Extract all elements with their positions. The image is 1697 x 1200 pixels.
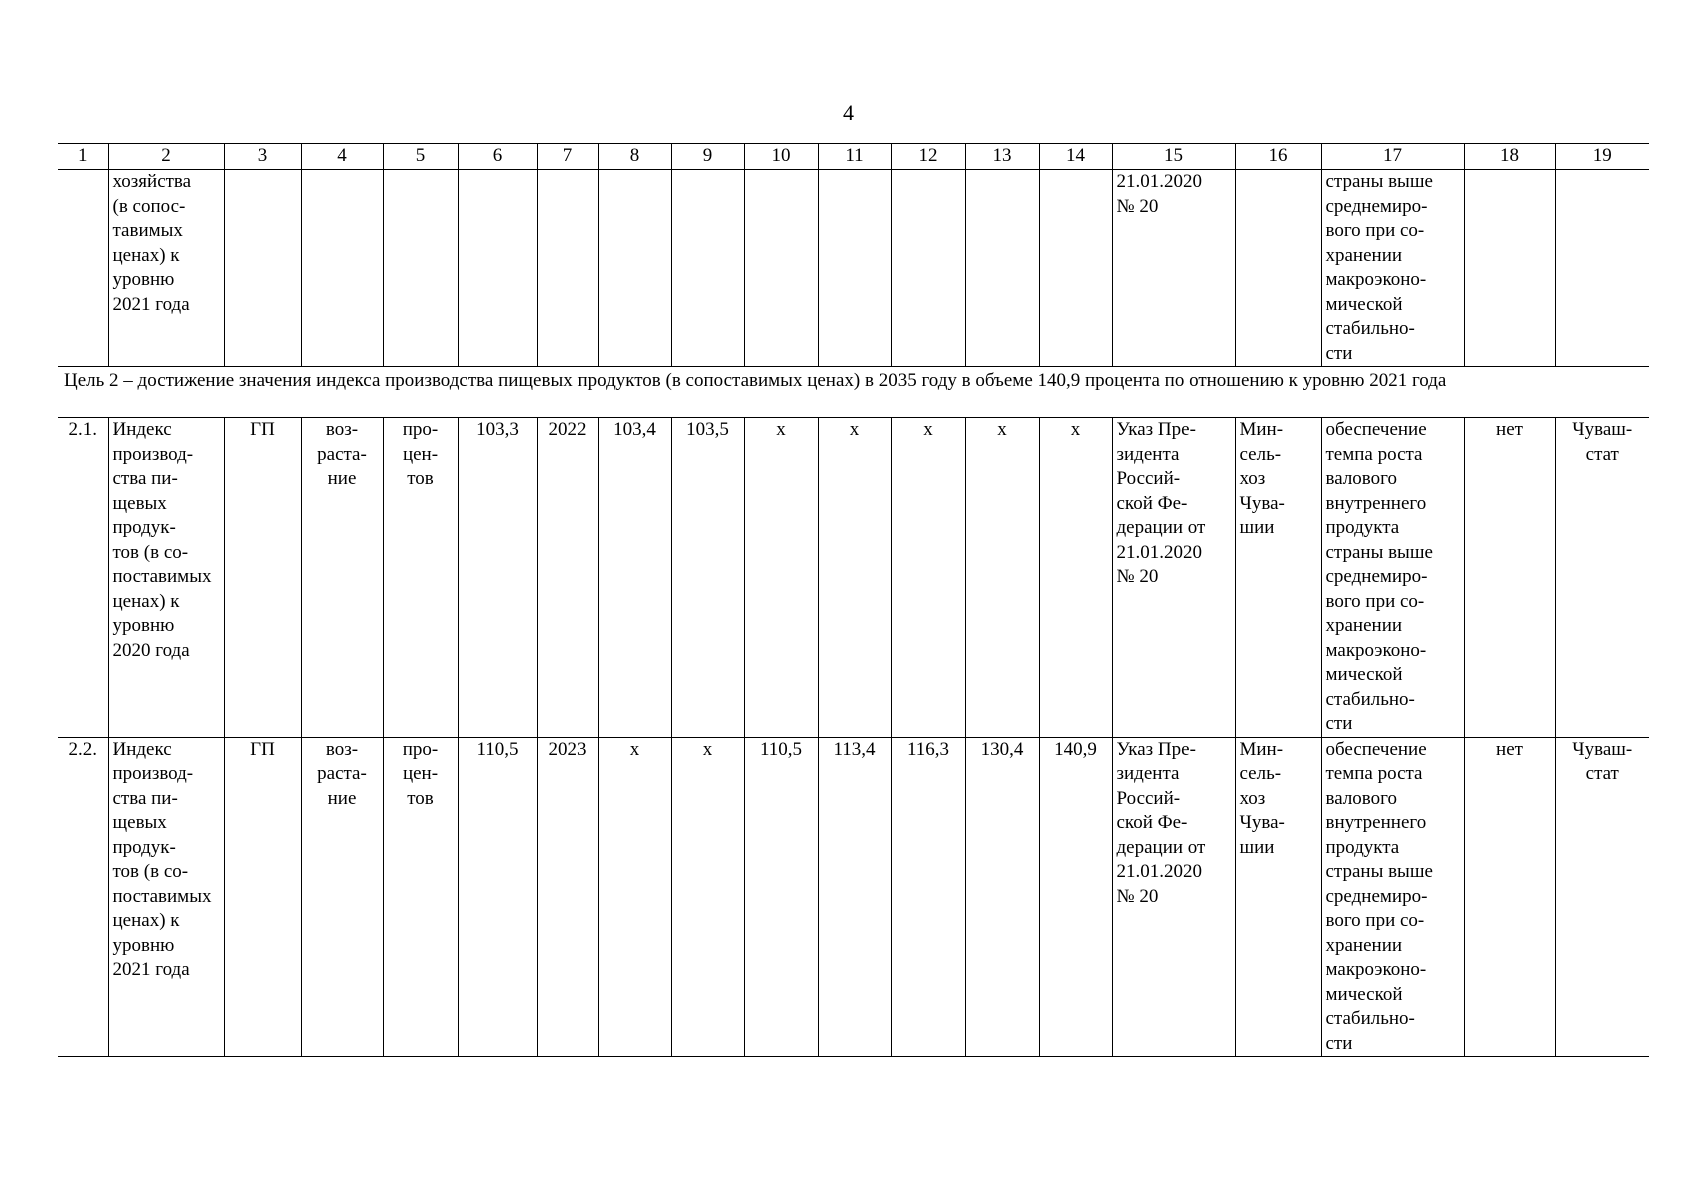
column-number: 3 — [224, 144, 301, 170]
base-year-cell: 2023 — [537, 737, 598, 1057]
table-cell — [58, 170, 108, 367]
indicators-table — [58, 143, 1649, 1057]
column-number: 11 — [818, 144, 891, 170]
value-cell: 103,4 — [598, 418, 671, 738]
table-row — [58, 418, 1649, 738]
value-cell: х — [1039, 418, 1112, 738]
table-cell — [458, 170, 537, 367]
base-year-cell: 2022 — [537, 418, 598, 738]
value-cell: х — [891, 418, 965, 738]
column-number: 9 — [671, 144, 744, 170]
goal-link-cell: обеспечение темпа роста валового внутреннего продукта страны выше среднемиро- вого при со- хранении макроэконо- мической стабильно- сти — [1321, 737, 1464, 1057]
value-cell: х — [818, 418, 891, 738]
legal-basis-cell: 21.01.2020 № 20 — [1112, 170, 1235, 367]
continuation-row — [58, 170, 1649, 367]
base-value-cell: 103,3 — [458, 418, 537, 738]
table-cell — [301, 170, 383, 367]
source-cell: Чуваш- стат — [1555, 737, 1649, 1057]
table-cell — [965, 170, 1039, 367]
flag-cell: нет — [1464, 418, 1555, 738]
unit-cell: про- цен- тов — [383, 737, 458, 1057]
column-number-row — [58, 144, 1649, 170]
value-cell: 116,3 — [891, 737, 965, 1057]
table-cell — [744, 170, 818, 367]
column-number: 4 — [301, 144, 383, 170]
column-number: 6 — [458, 144, 537, 170]
table-row — [58, 737, 1649, 1057]
column-number: 13 — [965, 144, 1039, 170]
table-cell — [1235, 170, 1321, 367]
value-cell: х — [598, 737, 671, 1057]
table-cell — [1464, 170, 1555, 367]
value-cell: х — [671, 737, 744, 1057]
indicator-name-cell: Индекс производ- ства пи- щевых продук- тов (в со- поставимых ценах) к уровню 2021 года — [108, 737, 224, 1057]
column-number: 1 — [58, 144, 108, 170]
value-cell: 110,5 — [744, 737, 818, 1057]
page-number: 4 — [843, 100, 854, 125]
goal-2-heading: Цель 2 – достижение значения индекса производства пищевых продуктов (в сопоставимых ценах) в 2035 году в объеме 140,9 процента по отношению к уровню 2021 года — [58, 367, 1649, 418]
level-cell: ГП — [224, 418, 301, 738]
column-number: 7 — [537, 144, 598, 170]
column-number: 2 — [108, 144, 224, 170]
column-number: 12 — [891, 144, 965, 170]
table-cell — [818, 170, 891, 367]
flag-cell: нет — [1464, 737, 1555, 1057]
responsible-cell: Мин- сель- хоз Чува- шии — [1235, 418, 1321, 738]
goal-row — [58, 367, 1649, 418]
column-number: 10 — [744, 144, 818, 170]
responsible-cell: Мин- сель- хоз Чува- шии — [1235, 737, 1321, 1057]
column-number: 17 — [1321, 144, 1464, 170]
trend-cell: воз- раста- ние — [301, 737, 383, 1057]
table-cell — [224, 170, 301, 367]
indicator-name-cell: хозяйства (в сопос- тавимых ценах) к уровню 2021 года — [108, 170, 224, 367]
column-number: 18 — [1464, 144, 1555, 170]
column-number: 8 — [598, 144, 671, 170]
goal-link-cell: обеспечение темпа роста валового внутреннего продукта страны выше среднемиро- вого при со- хранении макроэконо- мической стабильно- сти — [1321, 418, 1464, 738]
table-cell — [671, 170, 744, 367]
table-cell — [1555, 170, 1649, 367]
source-cell: Чуваш- стат — [1555, 418, 1649, 738]
indicator-name-cell: Индекс производ- ства пи- щевых продук- тов (в со- поставимых ценах) к уровню 2020 года — [108, 418, 224, 738]
legal-basis-cell: Указ Пре- зидента Россий- ской Фе- дерации от 21.01.2020 № 20 — [1112, 737, 1235, 1057]
table-cell — [598, 170, 671, 367]
row-number: 2.2. — [58, 737, 108, 1057]
value-cell: х — [965, 418, 1039, 738]
legal-basis-cell: Указ Пре- зидента Россий- ской Фе- дерации от 21.01.2020 № 20 — [1112, 418, 1235, 738]
column-number: 16 — [1235, 144, 1321, 170]
value-cell: 130,4 — [965, 737, 1039, 1057]
row-number: 2.1. — [58, 418, 108, 738]
goal-link-cell: страны выше среднемиро- вого при со- хранении макроэконо- мической стабильно- сти — [1321, 170, 1464, 367]
table-cell — [891, 170, 965, 367]
value-cell: х — [744, 418, 818, 738]
table-cell — [537, 170, 598, 367]
column-number: 5 — [383, 144, 458, 170]
unit-cell: про- цен- тов — [383, 418, 458, 738]
value-cell: 103,5 — [671, 418, 744, 738]
trend-cell: воз- раста- ние — [301, 418, 383, 738]
table-cell — [383, 170, 458, 367]
column-number: 19 — [1555, 144, 1649, 170]
base-value-cell: 110,5 — [458, 737, 537, 1057]
table-cell — [1039, 170, 1112, 367]
value-cell: 113,4 — [818, 737, 891, 1057]
value-cell: 140,9 — [1039, 737, 1112, 1057]
column-number: 15 — [1112, 144, 1235, 170]
level-cell: ГП — [224, 737, 301, 1057]
column-number: 14 — [1039, 144, 1112, 170]
